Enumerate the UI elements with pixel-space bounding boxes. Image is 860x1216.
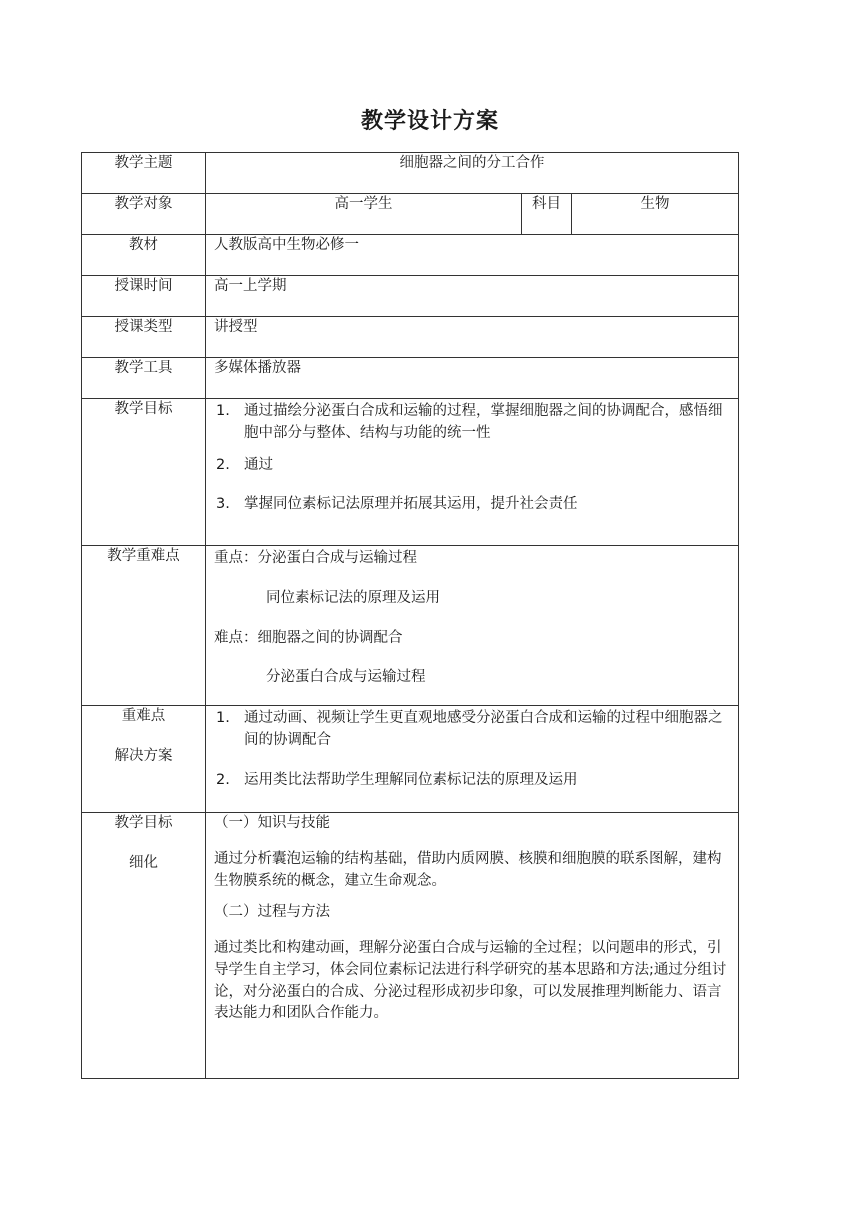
key-point-line: 重点：分泌蛋白合成与运输过程 <box>214 550 417 566</box>
detail-content <box>206 813 739 1079</box>
list-item-text: 通过 <box>244 456 273 473</box>
lesson-plan-table <box>81 152 739 1079</box>
document-title: 教学设计方案 <box>360 109 499 134</box>
difficulty-line: 难点：细胞器之间的协调配合 <box>214 629 403 646</box>
list-item-text: 掌握同位素标记法原理并拓展其运用，提升社会责任 <box>244 496 578 513</box>
detail-label-line2: 细化 <box>129 854 158 871</box>
audience-value: 高一学生 <box>206 194 522 235</box>
objectives-content <box>206 399 739 546</box>
time-value: 高一上学期 <box>206 276 739 317</box>
row-tools <box>82 358 739 399</box>
objectives-label: 教学目标 <box>82 399 206 546</box>
list-item <box>214 708 730 752</box>
solutions-content <box>206 706 739 813</box>
key-points-content <box>206 546 739 706</box>
list-item-number: 3. <box>216 496 230 513</box>
type-label: 授课类型 <box>82 317 206 358</box>
list-item <box>214 401 730 445</box>
detail-label <box>82 813 206 1079</box>
list-item <box>214 494 730 516</box>
difficulty-line: 分泌蛋白合成与运输过程 <box>266 669 426 686</box>
list-item-text: 运用类比法帮助学生理解同位素标记法的原理及运用 <box>244 771 578 788</box>
subject-label: 科目 <box>522 194 572 235</box>
list-item <box>214 770 730 792</box>
detail-label-line1: 教学目标 <box>114 815 173 831</box>
list-item-number: 1. <box>216 710 230 726</box>
solutions-list <box>214 708 730 791</box>
row-topic <box>82 153 739 194</box>
row-objectives <box>82 399 739 546</box>
row-key-points <box>82 546 739 706</box>
row-type <box>82 317 739 358</box>
detail-section-text: 通过类比和构建动画，理解分泌蛋白合成与运输的全过程；以问题串的形式，引导学生自主学习，体会同位素标记法进行科学研究的基本思路和方法;通过分组讨论，对分泌蛋白的合成、分泌过程形成初步印象，可以发展推理判断能力、语言表达能力和团队合作能力。 <box>214 940 727 1022</box>
objectives-list <box>214 401 730 516</box>
time-label: 授课时间 <box>82 276 206 317</box>
row-textbook <box>82 235 739 276</box>
row-time <box>82 276 739 317</box>
tools-value: 多媒体播放器 <box>206 358 739 399</box>
solutions-label-line2: 解决方案 <box>114 747 173 764</box>
topic-label: 教学主题 <box>82 153 206 194</box>
list-item-number: 2. <box>216 771 230 788</box>
list-item <box>214 455 730 477</box>
solutions-label-line1: 重难点 <box>121 708 166 724</box>
subject-value: 生物 <box>572 194 739 235</box>
audience-label: 教学对象 <box>82 194 206 235</box>
textbook-label: 教材 <box>82 235 206 276</box>
detail-section-title: （二）过程与方法 <box>214 904 330 921</box>
type-value: 讲授型 <box>206 317 739 358</box>
detail-section-text: 通过分析囊泡运输的结构基础，借助内质网膜、核膜和细胞膜的联系图解，建构生物膜系统的概念，建立生命观念。 <box>214 850 722 889</box>
list-item-text: 通过描绘分泌蛋白合成和运输的过程，掌握细胞器之间的协调配合，感悟细胞中部分与整体、结构与功能的统一性 <box>244 403 723 441</box>
row-solutions <box>82 706 739 813</box>
tools-label: 教学工具 <box>82 358 206 399</box>
solutions-label <box>82 706 206 813</box>
row-audience <box>82 194 739 235</box>
detail-section-title: （一）知识与技能 <box>214 815 330 831</box>
topic-value: 细胞器之间的分工合作 <box>206 153 739 194</box>
key-point-line: 同位素标记法的原理及运用 <box>266 589 440 606</box>
list-item-text: 通过动画、视频让学生更直观地感受分泌蛋白合成和运输的过程中细胞器之间的协调配合 <box>244 710 723 748</box>
list-item-number: 1. <box>216 403 230 419</box>
textbook-value: 人教版高中生物必修一 <box>206 235 739 276</box>
list-item-number: 2. <box>216 456 230 473</box>
key-points-label: 教学重难点 <box>82 546 206 706</box>
row-detail <box>82 813 739 1079</box>
